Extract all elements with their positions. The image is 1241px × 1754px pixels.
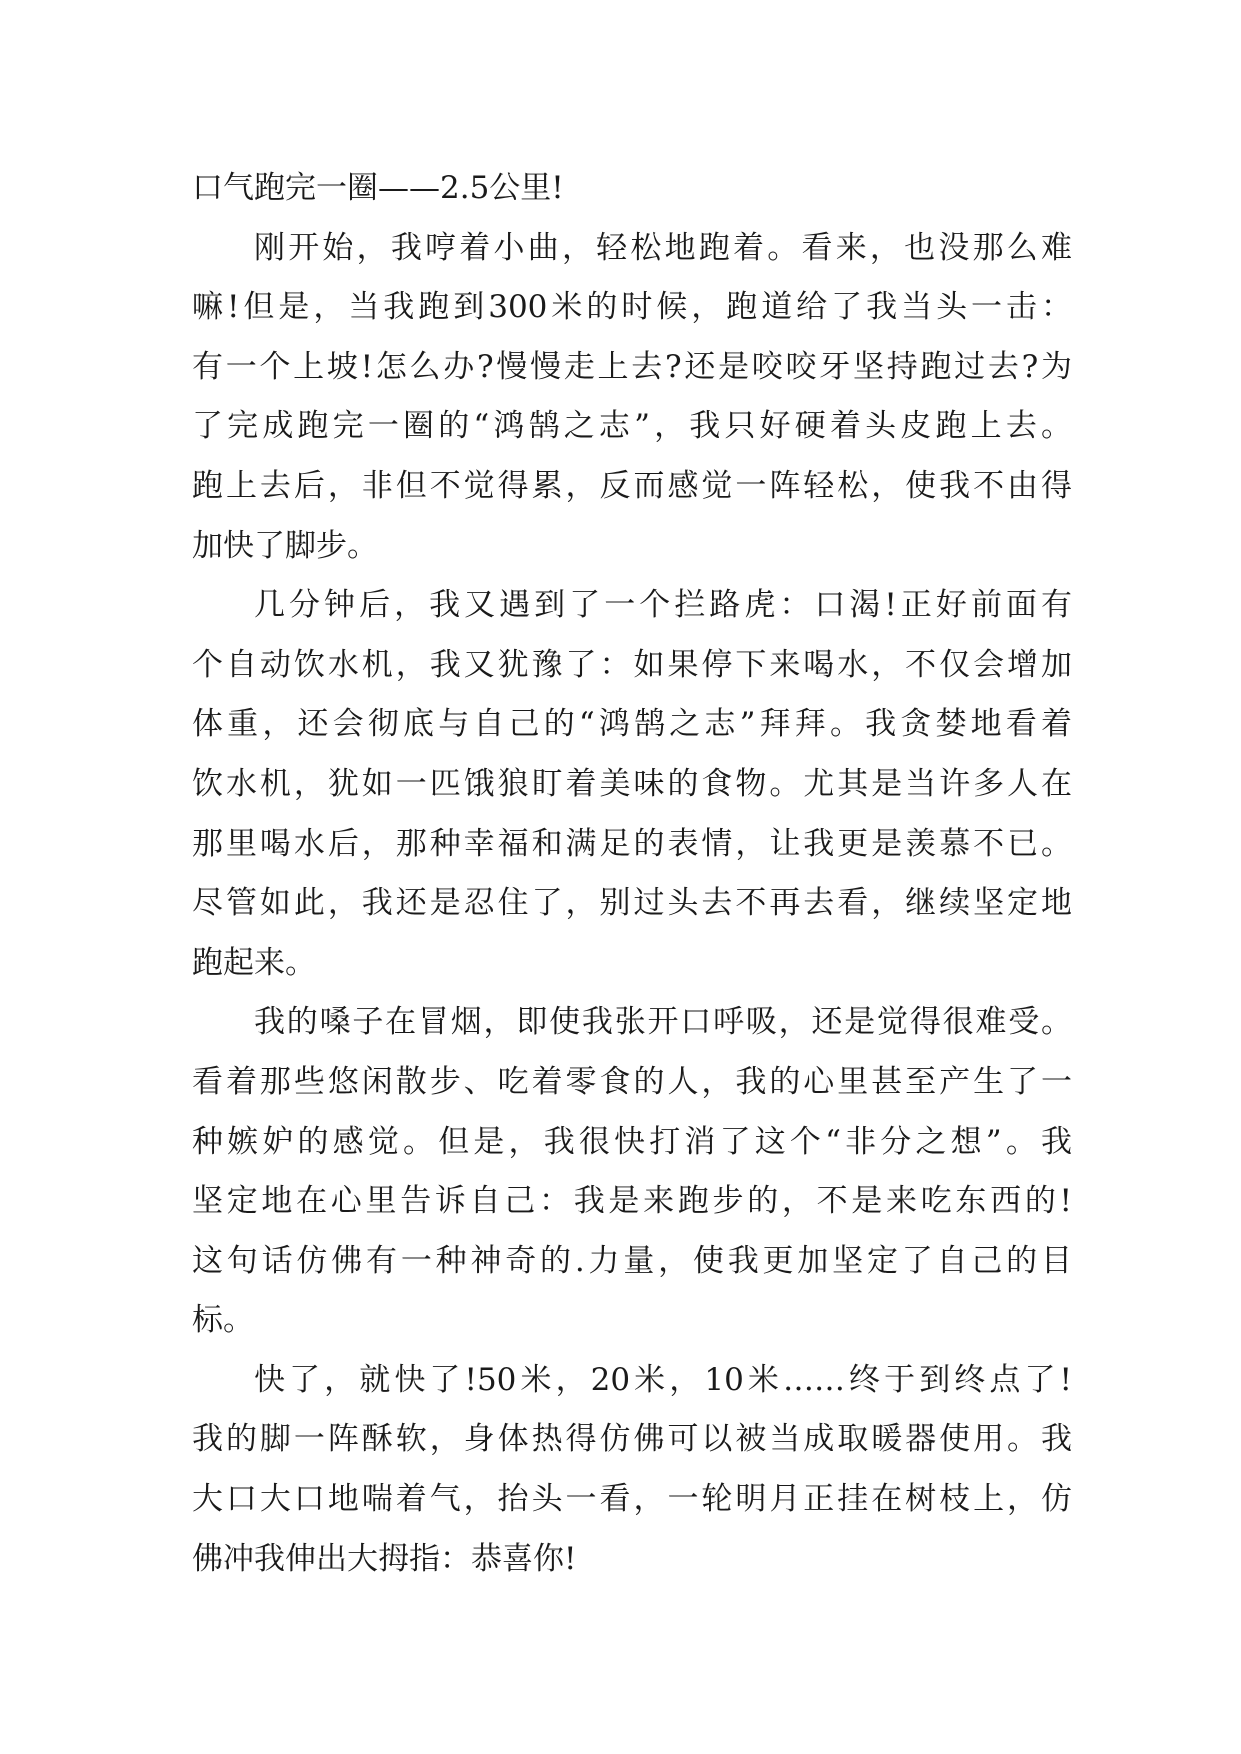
text-line: 跑起来。 xyxy=(192,944,316,981)
text-line: 大口大口地喘着气，抬头一看，一轮明月正挂在树枝上，仿 xyxy=(192,1481,1072,1518)
text-line: 有一个上坡!怎么办?慢慢走上去?还是咬咬牙坚持跑过去?为 xyxy=(192,348,1072,385)
text-line: 跑上去后，非但不觉得累，反而感觉一阵轻松，使我不由得 xyxy=(192,467,1072,504)
text-line: 标。 xyxy=(192,1302,254,1339)
paragraph-start-line: 快了，就快了!50米，20米，10米……终于到终点了! xyxy=(254,1361,1072,1398)
text-line: 这句话仿佛有一种神奇的.力量，使我更加坚定了自己的目 xyxy=(192,1242,1072,1279)
text-line: 加快了脚步。 xyxy=(192,527,378,564)
text-line: 佛冲我伸出大拇指：恭喜你! xyxy=(192,1540,577,1577)
text-line: 看着那些悠闲散步、吃着零食的人，我的心里甚至产生了一 xyxy=(192,1063,1072,1100)
text-line: 个自动饮水机，我又犹豫了：如果停下来喝水，不仅会增加 xyxy=(192,646,1072,683)
text-line: 口气跑完一圈——2.5公里! xyxy=(192,170,564,206)
text-line: 那里喝水后，那种幸福和满足的表情，让我更是羡慕不已。 xyxy=(192,825,1072,862)
text-line: 种嫉妒的感觉。但是，我很快打消了这个“非分之想”。我 xyxy=(192,1123,1072,1160)
text-line: 嘛!但是，当我跑到300米的时候，跑道给了我当头一击： xyxy=(192,289,1072,326)
paragraph-start-line: 几分钟后，我又遇到了一个拦路虎：口渴!正好前面有 xyxy=(254,587,1072,624)
text-line: 我的脚一阵酥软，身体热得仿佛可以被当成取暖器使用。我 xyxy=(192,1421,1072,1458)
text-line: 尽管如此，我还是忍住了，别过头去不再去看，继续坚定地 xyxy=(192,885,1072,922)
paragraph-start-line: 刚开始，我哼着小曲，轻松地跑着。看来，也没那么难 xyxy=(254,229,1072,266)
essay-body xyxy=(192,159,1072,1589)
text-line: 饮水机，犹如一匹饿狼盯着美味的食物。尤其是当许多人在 xyxy=(192,765,1072,802)
paragraph-start-line: 我的嗓子在冒烟，即使我张开口呼吸，还是觉得很难受。 xyxy=(254,1004,1072,1041)
text-line: 体重，还会彻底与自己的“鸿鹄之志”拜拜。我贪婪地看着 xyxy=(192,706,1072,743)
text-line: 坚定地在心里告诉自己：我是来跑步的，不是来吃东西的! xyxy=(192,1183,1072,1220)
text-line: 了完成跑完一圈的“鸿鹄之志”，我只好硬着头皮跑上去。 xyxy=(192,408,1072,445)
